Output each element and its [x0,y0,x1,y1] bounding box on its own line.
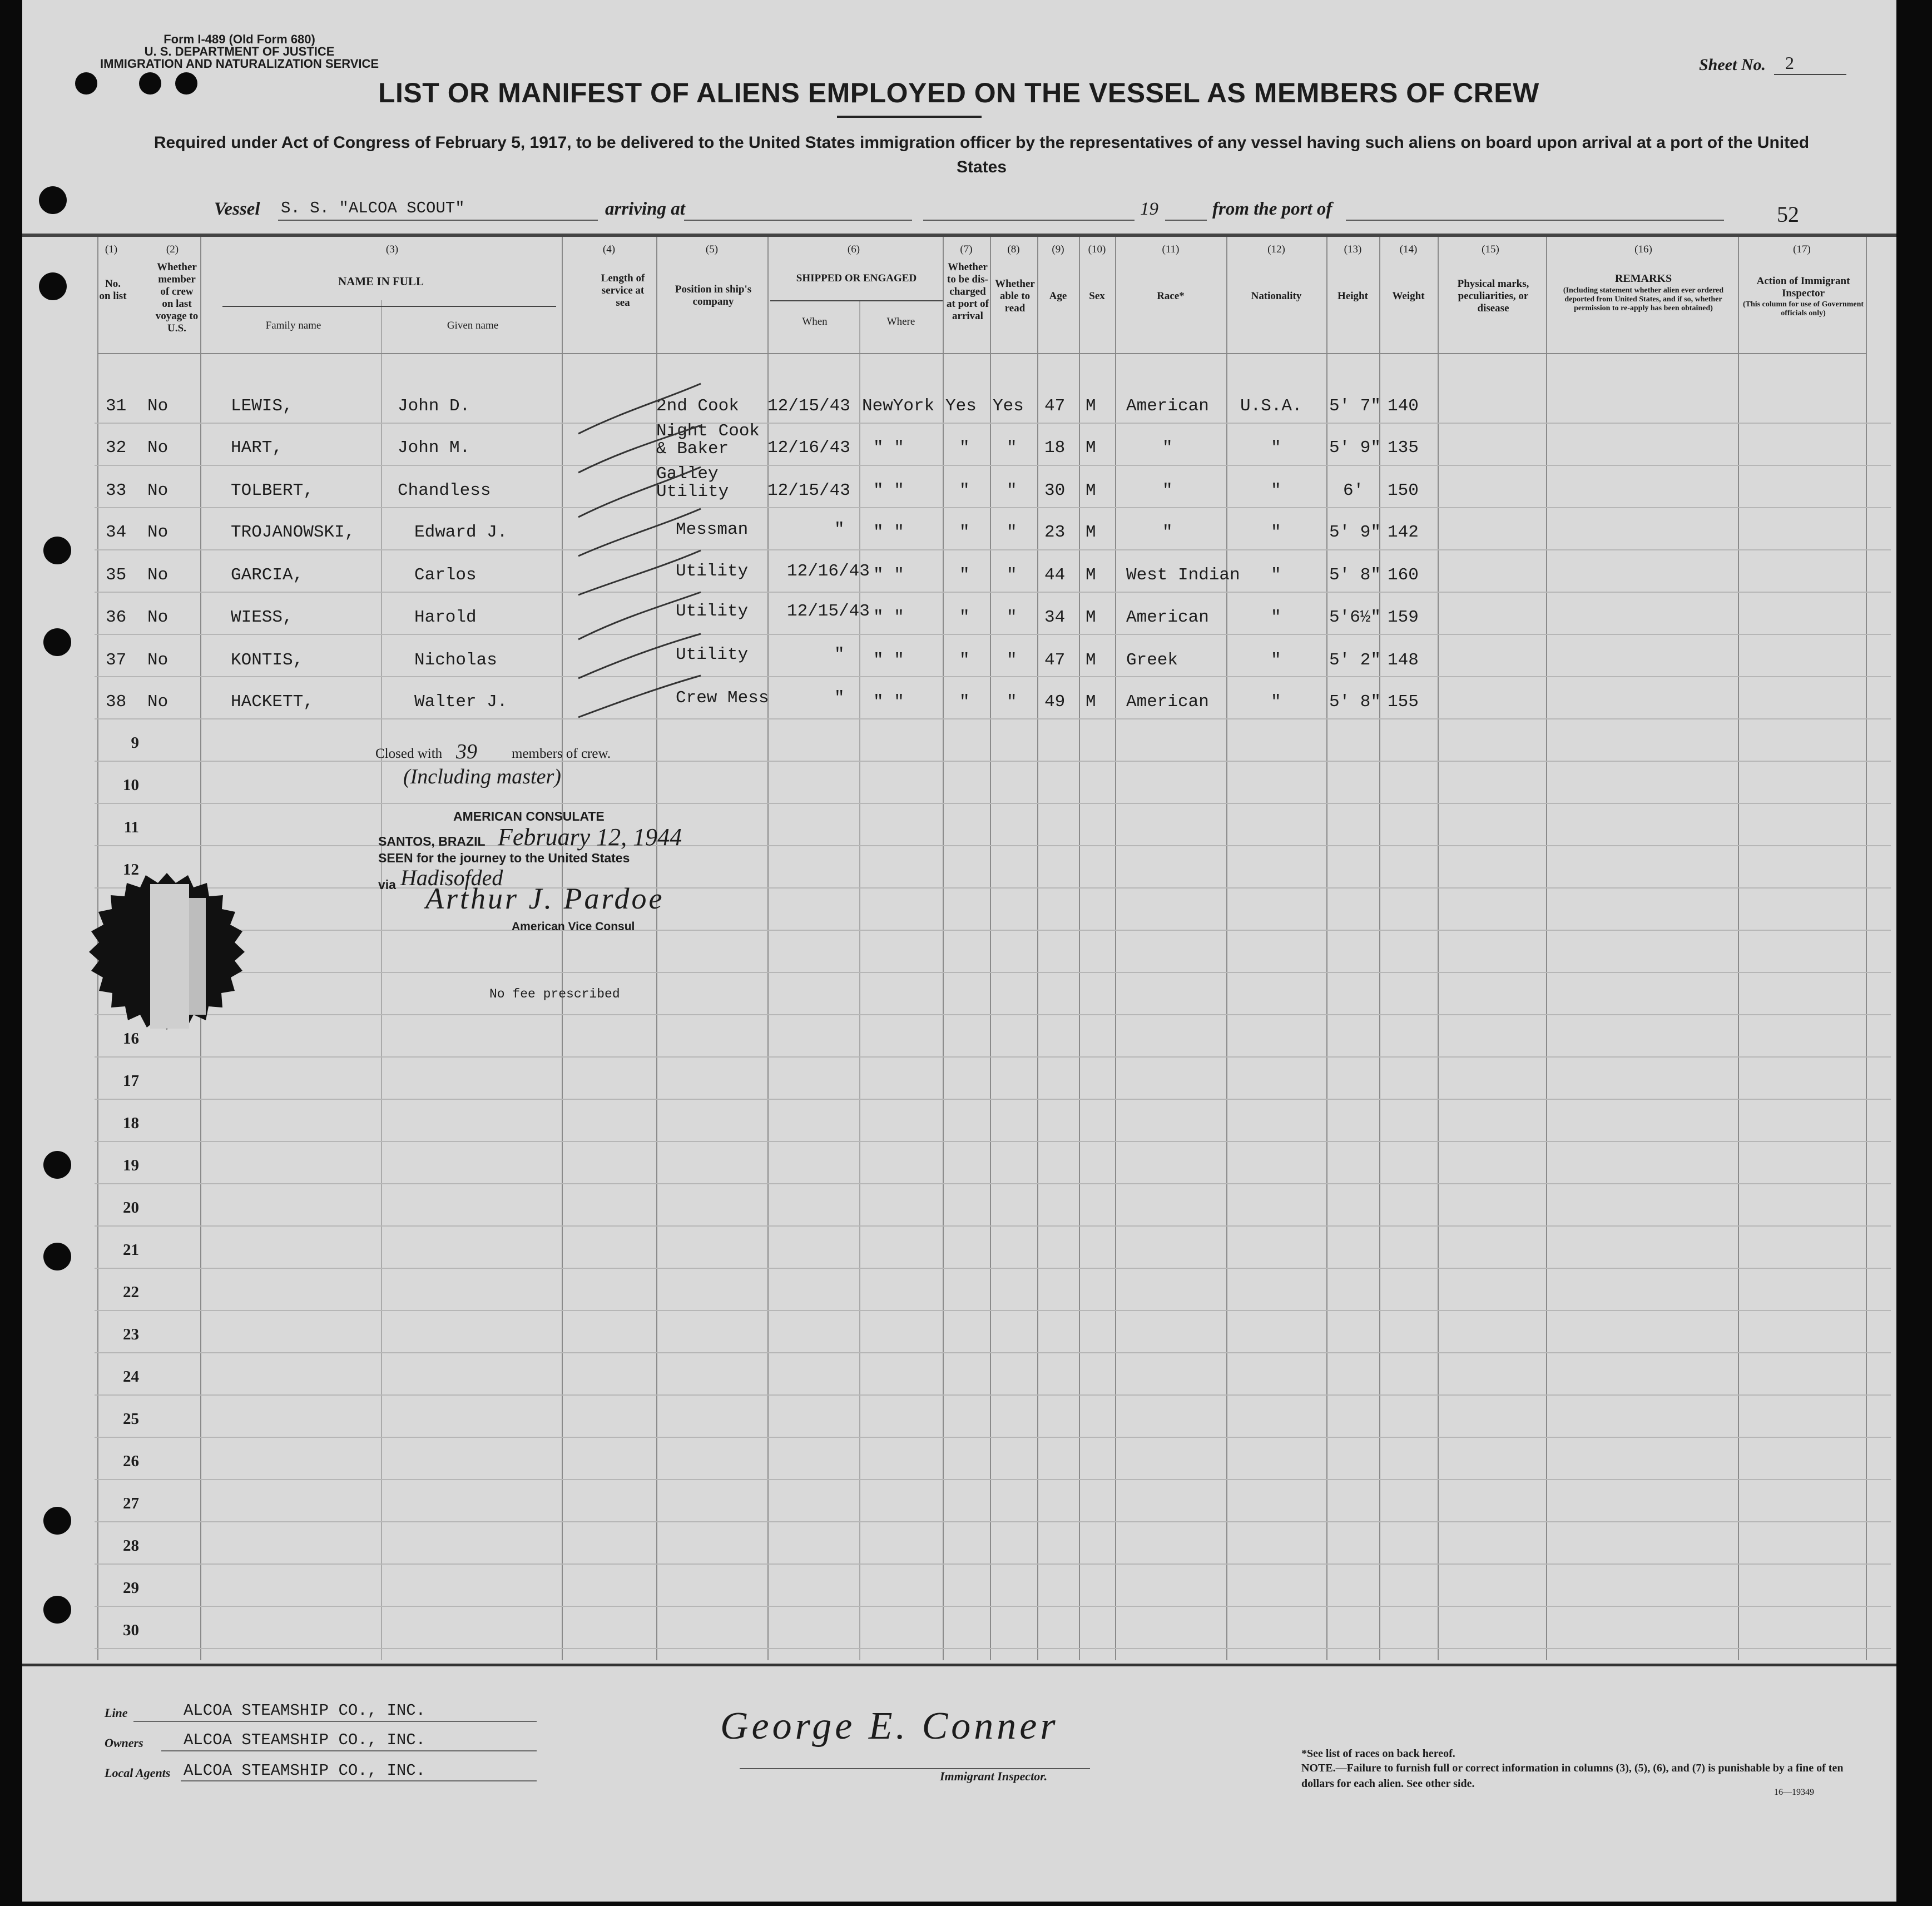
header-remarks-note: (Including statement whether alien ever ordered deported from United States, and if so, whether permission to re-apply has been obtained) [1563,286,1724,312]
header-race: Race* [1157,290,1185,302]
cell-position: Utility [676,645,749,664]
cell-when: " [834,520,845,539]
header-shipped-or-engaged: SHIPPED OR ENGAGED [796,272,917,284]
column-number: (3) [385,244,399,255]
cell-height: 6' [1343,481,1364,500]
row-number: 23 [123,1326,139,1343]
form-id-line: IMMIGRATION AND NATURALIZATION SERVICE [100,57,379,71]
column-number: (6) [847,244,860,255]
cell-position: 2nd Cook [656,396,739,416]
cell-age: 47 [1044,651,1066,670]
cell-when: " [834,645,845,664]
binder-hole [43,1507,71,1535]
form-id-line: Form I-489 (Old Form 680) [164,32,315,46]
cell-race: West Indian [1126,565,1240,585]
races-note: *See list of races on back hereof. [1301,1748,1455,1760]
binder-hole [39,272,67,300]
header-remarks: REMARKS [1614,272,1672,285]
cell-sex: M [1086,481,1096,500]
cell-sex: M [1086,523,1096,542]
cell-height: 5' 8" [1329,692,1381,712]
row-number: 22 [123,1283,139,1301]
cell-race: " [1162,523,1173,542]
row-number: 11 [123,818,139,836]
cell-position: Utility [676,562,749,581]
cell-where: " " [873,651,904,670]
cell-given-name: Harold [414,608,477,627]
cell-nationality: U.S.A. [1240,396,1302,416]
cell-given-name: Nicholas [414,651,497,670]
header-discharged: Whether to be dis-charged at port of arrival [947,261,989,322]
cell-discharged: " [959,651,970,670]
via-label: via [378,877,396,892]
cell-race: American [1126,692,1209,712]
manifest-page [22,0,1896,1902]
column-number: (7) [960,244,973,255]
owners-label: Owners [105,1736,143,1750]
header-inspector-action: Action of Immigrant Inspector [1756,275,1850,299]
header-length-of-service: Length of service at sea [601,272,645,309]
header-sex: Sex [1089,290,1105,302]
cell-weight: 155 [1388,692,1419,712]
form-id-line: U. S. DEPARTMENT OF JUSTICE [144,44,335,58]
cell-where: " " [873,438,904,458]
row-number: 30 [123,1621,139,1639]
arriving-label: arriving at [605,199,685,219]
header-nationality: Nationality [1251,290,1302,302]
header-height: Height [1337,290,1368,302]
cell-no: 38 [106,692,127,712]
cell-crew: No [147,396,169,416]
cell-weight: 148 [1388,651,1419,670]
page-subtitle: Required under Act of Congress of February 5, 1917, to be delivered to the United States immigration officer by the representatives of any vessel having such aliens on board upon arrival at a port of the United States [153,133,1810,176]
cell-height: 5' 9" [1329,523,1381,542]
column-number: (11) [1162,244,1180,255]
cell-no: 35 [106,565,127,585]
row-number: 16 [123,1030,139,1048]
row-number: 24 [123,1368,139,1386]
header-inspector-note: (This column for use of Government officials only) [1742,300,1864,317]
column-number: (10) [1088,244,1106,255]
cell-sex: M [1086,565,1096,585]
cell-age: 23 [1044,523,1066,542]
title-underline [837,116,982,118]
column-number: (14) [1399,244,1418,255]
cell-no: 36 [106,608,127,627]
consulate-place: SANTOS, BRAZIL [378,834,486,848]
row-number: 21 [123,1241,139,1259]
cell-where: " " [873,481,904,500]
row-number: 19 [123,1156,139,1174]
cell-given-name: John D. [398,396,470,416]
cell-no: 31 [106,396,127,416]
cell-race: " [1162,481,1173,500]
cell-given-name: John M. [398,438,470,458]
cell-family-name: KONTIS, [231,651,304,670]
year-label: 19 [1140,199,1158,219]
column-number: (2) [166,244,179,255]
cell-height: 5' 8" [1329,565,1381,585]
cell-no: 33 [106,481,127,500]
cell-read: " [1007,523,1017,542]
cell-read: " [1007,565,1017,585]
line-value: ALCOA STEAMSHIP CO., INC. [184,1701,426,1720]
binder-hole [175,72,197,95]
header-position: Position in ship's company [675,284,752,307]
cell-no: 32 [106,438,127,458]
column-number: (5) [705,244,719,255]
cell-nationality: " [1271,438,1281,458]
cell-when: 12/16/43 [787,562,870,581]
cell-family-name: GARCIA, [231,565,304,585]
row-number: 25 [123,1410,139,1428]
cell-read: Yes [993,396,1024,416]
cell-age: 47 [1044,396,1066,416]
owners-value: ALCOA STEAMSHIP CO., INC. [184,1731,426,1749]
row-number: 26 [123,1452,139,1470]
cell-height: 5'6½" [1329,608,1381,627]
vessel-name: S. S. "ALCOA SCOUT" [281,199,465,217]
binder-hole [43,1243,71,1270]
sheet-number: 2 [1785,53,1794,73]
cell-when: " [834,688,845,708]
cell-crew: No [147,481,169,500]
cell-read: " [1007,438,1017,458]
row-number: 29 [123,1579,139,1597]
header-able-to-read: Whether able to read [995,278,1035,314]
cell-height: 5' 7" [1329,396,1381,416]
cell-position: Messman [676,520,749,539]
cell-position: Utility [656,482,729,502]
header-when: When [802,316,828,327]
header-weight: Weight [1392,290,1425,302]
consulate-date: February 12, 1944 [498,823,682,851]
cell-family-name: TOLBERT, [231,481,314,500]
cell-position: Galley [656,464,719,484]
from-port-label: from the port of [1212,199,1332,219]
cell-crew: No [147,692,169,712]
column-number: (16) [1634,244,1652,255]
cell-sex: M [1086,438,1096,458]
column-number: (8) [1007,244,1020,255]
column-number: (12) [1267,244,1285,255]
cell-crew: No [147,438,169,458]
cell-nationality: " [1271,692,1281,712]
cell-no: 34 [106,523,127,542]
including-master: (Including master) [403,765,561,788]
inspector-label: Immigrant Inspector. [940,1769,1048,1783]
column-number: (17) [1793,244,1811,255]
column-number: (13) [1344,244,1362,255]
cell-discharged: Yes [945,396,977,416]
cell-weight: 160 [1388,565,1419,585]
cell-crew: No [147,651,169,670]
cell-nationality: " [1271,523,1281,542]
cell-age: 49 [1044,692,1066,712]
local-agents-label: Local Agents [105,1766,171,1780]
cell-nationality: " [1271,651,1281,670]
binder-hole [43,1596,71,1624]
binder-hole [39,186,67,214]
cell-race: American [1126,396,1209,416]
row-number: 28 [123,1537,139,1555]
cell-weight: 142 [1388,523,1419,542]
row-number: 9 [131,734,139,752]
cell-sex: M [1086,692,1096,712]
binder-hole [139,72,161,95]
column-number: (1) [105,244,118,255]
page-number: 52 [1777,202,1799,227]
header-physical-marks: Physical marks, peculiarities, or disease [1457,278,1529,314]
vessel-label: Vessel [214,199,260,219]
row-number: 20 [123,1199,139,1217]
header-age: Age [1049,290,1067,302]
cell-read: " [1007,651,1017,670]
page-title: LIST OR MANIFEST OF ALIENS EMPLOYED ON THE VESSEL AS MEMBERS OF CREW [378,77,1539,108]
cell-sex: M [1086,396,1096,416]
cell-age: 18 [1044,438,1066,458]
cell-discharged: " [959,523,970,542]
cell-read: " [1007,608,1017,627]
line-label: Line [105,1706,128,1720]
closed-suffix: members of crew. [512,746,611,761]
binder-hole [43,628,71,656]
cell-family-name: HART, [231,438,283,458]
cell-position: & Baker [656,439,729,459]
cell-discharged: " [959,692,970,712]
cell-where: " " [873,565,904,585]
column-number: (4) [602,244,616,255]
cell-nationality: " [1271,608,1281,627]
cell-given-name: Chandless [398,481,491,500]
header-given-name: Given name [447,320,499,331]
fine-note: NOTE.—Failure to furnish full or correct information in columns (3), (5), (6), and (7) is punishable by a fine of ten dollars for each alien. See other side. [1301,1762,1844,1790]
print-code: 16—19349 [1774,1788,1814,1797]
cell-when: 12/15/43 [787,602,870,621]
cell-crew: No [147,523,169,542]
column-number: (9) [1052,244,1064,255]
cell-when: 12/15/43 [767,481,850,500]
local-agents-value: ALCOA STEAMSHIP CO., INC. [184,1761,426,1780]
cell-family-name: WIESS, [231,608,293,627]
row-number: 18 [123,1114,139,1132]
cell-where: " " [873,523,904,542]
cell-crew: No [147,565,169,585]
row-number: 10 [123,776,139,794]
cell-position: Night Cook [656,421,760,441]
cell-discharged: " [959,438,970,458]
cell-given-name: Carlos [414,565,477,585]
binder-hole [43,537,71,564]
consular-seal [67,867,267,1045]
sheet-label: Sheet No. [1699,56,1766,74]
vice-consul-signature: Arthur J. Pardoe [425,882,665,915]
form-identifier [100,33,379,70]
cell-race: " [1162,438,1173,458]
cell-crew: No [147,608,169,627]
cell-height: 5' 2" [1329,651,1381,670]
cell-height: 5' 9" [1329,438,1381,458]
cell-family-name: TROJANOWSKI, [231,523,355,542]
inspector-signature: George E. Conner [720,1705,1059,1748]
seen-for-journey: SEEN for the journey to the United States [378,851,630,865]
cell-discharged: " [959,481,970,500]
binder-hole [75,72,97,95]
cell-weight: 140 [1388,396,1419,416]
header-where: Where [886,316,915,327]
closed-prefix: Closed with [375,746,443,761]
closed-count: 39 [456,740,477,763]
cell-discharged: " [959,608,970,627]
cell-age: 34 [1044,608,1066,627]
cell-weight: 135 [1388,438,1419,458]
cell-position: Utility [676,602,749,621]
binder-hole [43,1151,71,1179]
cell-nationality: " [1271,481,1281,500]
vice-consul-label: American Vice Consul [512,920,635,933]
header-no-on-list: No. on list [99,278,127,302]
cell-weight: 159 [1388,608,1419,627]
cell-when: 12/15/43 [767,396,850,416]
cell-read: " [1007,692,1017,712]
fee-note: No fee prescribed [489,987,620,1001]
row-number: 17 [123,1072,139,1090]
cell-discharged: " [959,565,970,585]
cell-position: Crew Mess [676,688,769,708]
via-value: Hadisofded [400,865,503,890]
row-number: 12 [123,861,139,878]
cell-race: American [1126,608,1209,627]
cell-where: " " [873,608,904,627]
header-name-in-full: NAME IN FULL [338,275,424,288]
cell-weight: 150 [1388,481,1419,500]
cell-where: NewYork [862,396,935,416]
cell-family-name: LEWIS, [231,396,293,416]
cell-sex: M [1086,608,1096,627]
length-of-service-strokes [562,373,729,728]
cell-age: 30 [1044,481,1066,500]
cell-given-name: Edward J. [414,523,508,542]
row-number: 27 [123,1495,139,1512]
cell-no: 37 [106,651,127,670]
cell-read: " [1007,481,1017,500]
header-family-name: Family name [265,320,321,331]
header-crew-last-voyage: Whether member of crew on last voyage to U.S. [155,261,199,334]
column-number: (15) [1482,244,1499,255]
cell-sex: M [1086,651,1096,670]
consulate-label: AMERICAN CONSULATE [453,809,605,823]
cell-where: " " [873,692,904,712]
cell-when: 12/16/43 [767,438,850,458]
cell-family-name: HACKETT, [231,692,314,712]
cell-given-name: Walter J. [414,692,508,712]
cell-age: 44 [1044,565,1066,585]
cell-race: Greek [1126,651,1178,670]
cell-nationality: " [1271,565,1281,585]
